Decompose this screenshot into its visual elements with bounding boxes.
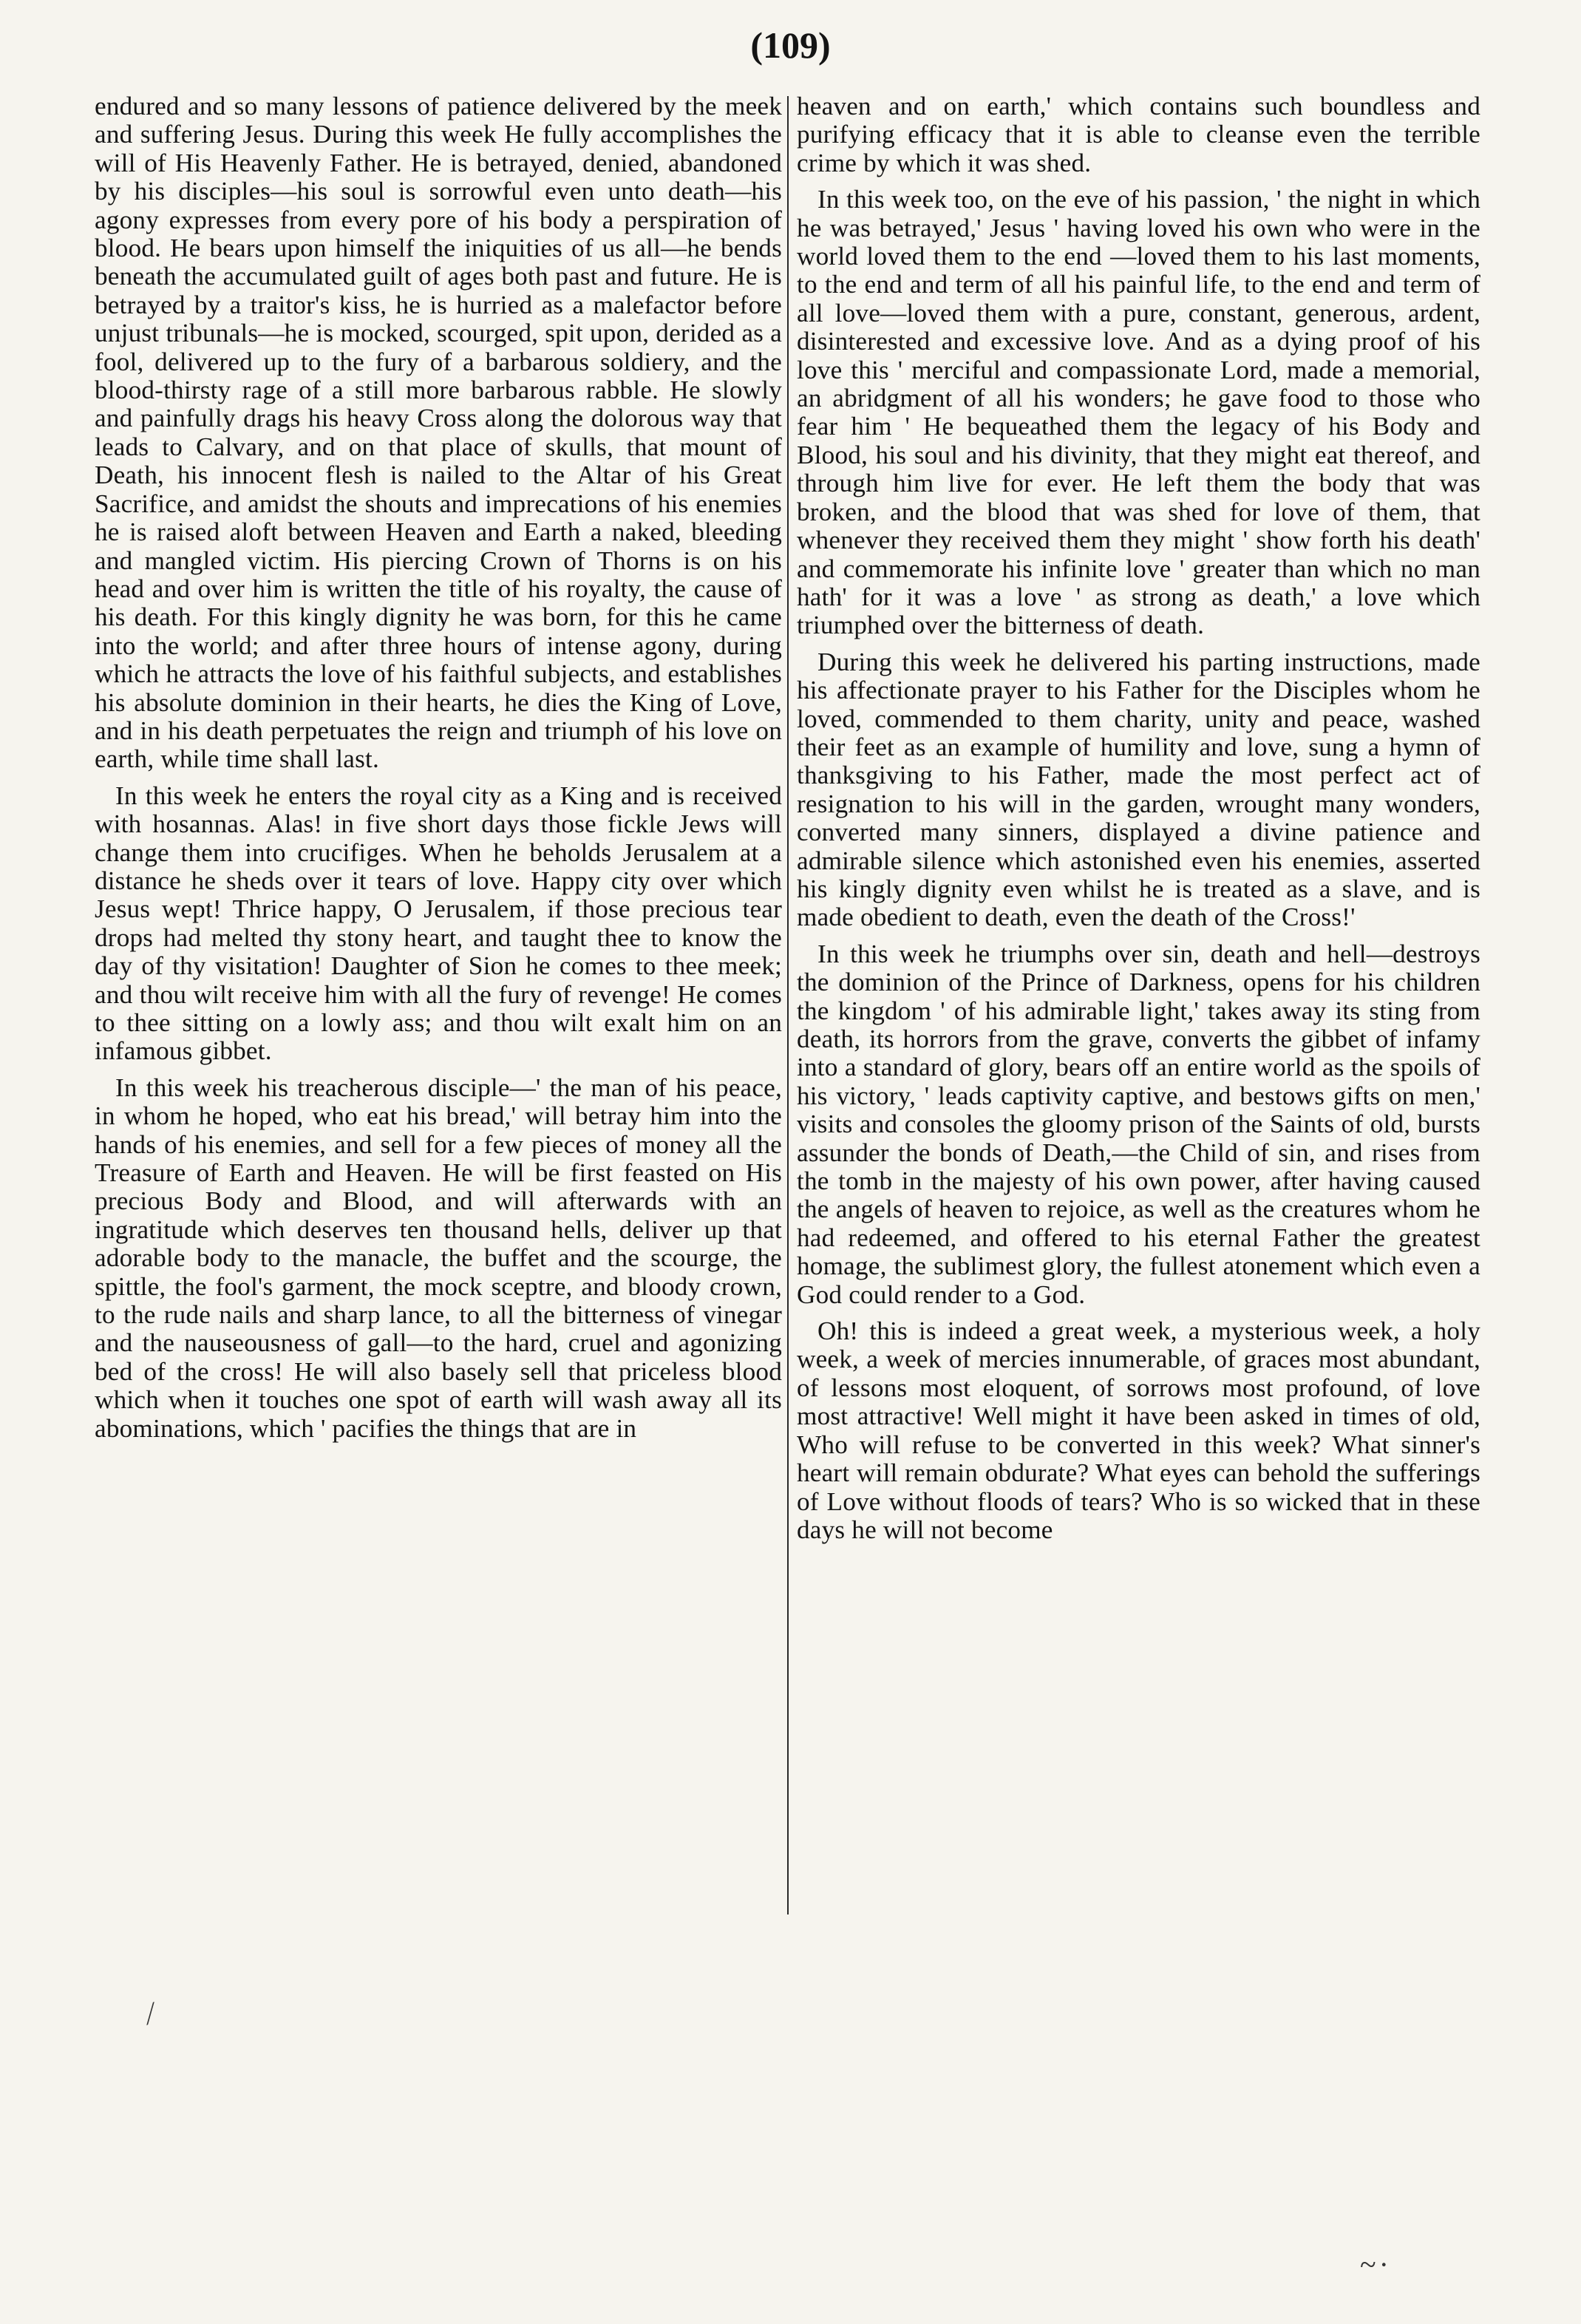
ink-mark: ⁄ xyxy=(142,1997,159,2030)
paragraph: heaven and on earth,' which contains such boundless and purifying efficacy that it is able to cleanse even the terrible crime by which it was shed. xyxy=(797,92,1480,177)
paragraph: In this week his treacherous disciple—' the man of his peace, in whom he hoped, who eat his bread,' will betray him into the hands of his enemies, and sell for a few pieces of money all the Treasure of Earth and Heaven. He will be first feasted on His precious Body and Blood, and will afterwards with an ingratitude which deserves ten thousand hells, deliver up that adorable body to the manacle, the buffet and the scourge, the spittle, the fool's garment, the mock sceptre, and bloody crown, to the rude nails and sharp lance, to all the bitterness of vinegar and the nauseousness of gall—to the hard, cruel and agonizing bed of the cross! He will also basely sell that priceless blood which when it touches one spot of earth will wash away all its abominations, which ' pacifies the things that are in xyxy=(95,1073,782,1443)
column-divider xyxy=(787,96,789,1914)
paragraph: Oh! this is indeed a great week, a mysterious week, a holy week, a week of mercies innumerable, of graces most abundant, of lessons most eloquent, of sorrows most profound, of love most attractive! Well might it have been asked in times of old, Who will refuse to be converted in this week? What sinner's heart will remain obdurate? What eyes can behold the sufferings of Love without floods of tears? Who is so wicked that in these days he will not become xyxy=(797,1316,1480,1544)
paragraph: In this week too, on the eve of his passion, ' the night in which he was betrayed,' Jesus ' having loved his own who were in the world loved them to the end —loved them to his last moments, to the end and term of all his painful life, to the end and term of all love—loved them with a pure, constant, generous, ardent, disinterested and excessive love. And as a dying proof of his love this ' merciful and compassionate Lord, made a memorial, an abridgment of all his wonders; he gave food to those who fear him ' He bequeathed them the legacy of his Body and Blood, his soul and his divinity, that they might eat thereof, and through him live for ever. He left them the body that was broken, and the blood that was shed for love of them, that whenever they received them they might ' show forth his death' and commemorate his infinite love ' greater than which no man hath' for it was a love ' as strong as death,' a love which triumphed over the bitterness of death. xyxy=(797,185,1480,640)
right-column xyxy=(797,92,1480,1552)
paragraph: In this week he enters the royal city as a King and is received with hosannas. Alas! in five short days those fickle Jews will change them into crucifiges. When he beholds Jerusalem at a distance he sheds over it tears of love. Happy city over which Jesus wept! Thrice happy, O Jerusalem, if those precious tear drops had melted thy stony heart, and taught thee to know the day of thy visitation! Daughter of Sion he comes to thee meek; and thou wilt receive him with all the fury of revenge! He comes to thee sitting on a lowly ass; and thou wilt exalt him on an infamous gibbet. xyxy=(95,781,782,1066)
left-column xyxy=(95,92,782,1451)
paragraph: In this week he triumphs over sin, death and hell—destroys the dominion of the Prince of Darkness, opens for his children the kingdom ' of his admirable light,' takes away its sting from death, its horrors from the grave, converts the gibbet of infamy into a standard of glory, bears off an entire world as the spoils of his victory, ' leads captivity captive, and bestows gifts on men,' visits and consoles the gloomy prison of the Saints of old, bursts assunder the bonds of Death,—the Child of sin, and rises from the tomb in the majesty of his own power, after having caused the angels of heaven to rejoice, as well as the creatures whom he had redeemed, and offered to his eternal Father the greatest homage, the sublimest glory, the fullest atonement which even a God could render to a God. xyxy=(797,939,1480,1309)
paragraph: endured and so many lessons of patience delivered by the meek and suffering Jesus. During this week He fully accomplishes the will of His Heavenly Father. He is betrayed, denied, abandoned by his disciples—his soul is sorrowful even unto death—his agony expresses from every pore of his body a perspiration of blood. He bears upon himself the iniquities of us all—he bends beneath the accumulated guilt of ages both past and future. He is betrayed by a traitor's kiss, he is hurried as a malefactor before unjust tribunals—he is mocked, scourged, spit upon, derided as a fool, delivered up to the fury of a barbarous soldiery, and the blood-thirsty rage of a still more barbarous rabble. He slowly and painfully drags his heavy Cross along the dolorous way that leads to Calvary, and on that place of skulls, that mount of Death, his innocent flesh is nailed to the Altar of his Great Sacrifice, and amidst the shouts and imprecations of his enemies he is raised aloft between Heaven and Earth a naked, bleeding and mangled victim. His piercing Crown of Thorns is on his head and over him is written the title of his royalty, the cause of his death. For this kingly dignity he was born, for this he came into the world; and after three hours of intense agony, during which he attracts the love of his faithful subjects, and establishes his absolute dominion in their hearts, he dies the King of Love, and in his death perpetuates the reign and triumph of his love on earth, while time shall last. xyxy=(95,92,782,774)
ink-mark: ~· xyxy=(1360,2248,1392,2281)
paragraph: During this week he delivered his parting instructions, made his affectionate prayer to his Father for the Disciples whom he loved, commended to them charity, unity and peace, washed their feet as an example of humility and love, sung a hymn of thanksgiving to his Father, made the most perfect act of resignation to his will in the garden, wrought many wonders, converted many sinners, displayed a divine patience and admirable silence which astonished even his enemies, asserted his kingly dignity even whilst he is treated as a slave, and is made obedient to death, even the death of the Cross!' xyxy=(797,647,1480,932)
page-number: (109) xyxy=(750,24,831,66)
